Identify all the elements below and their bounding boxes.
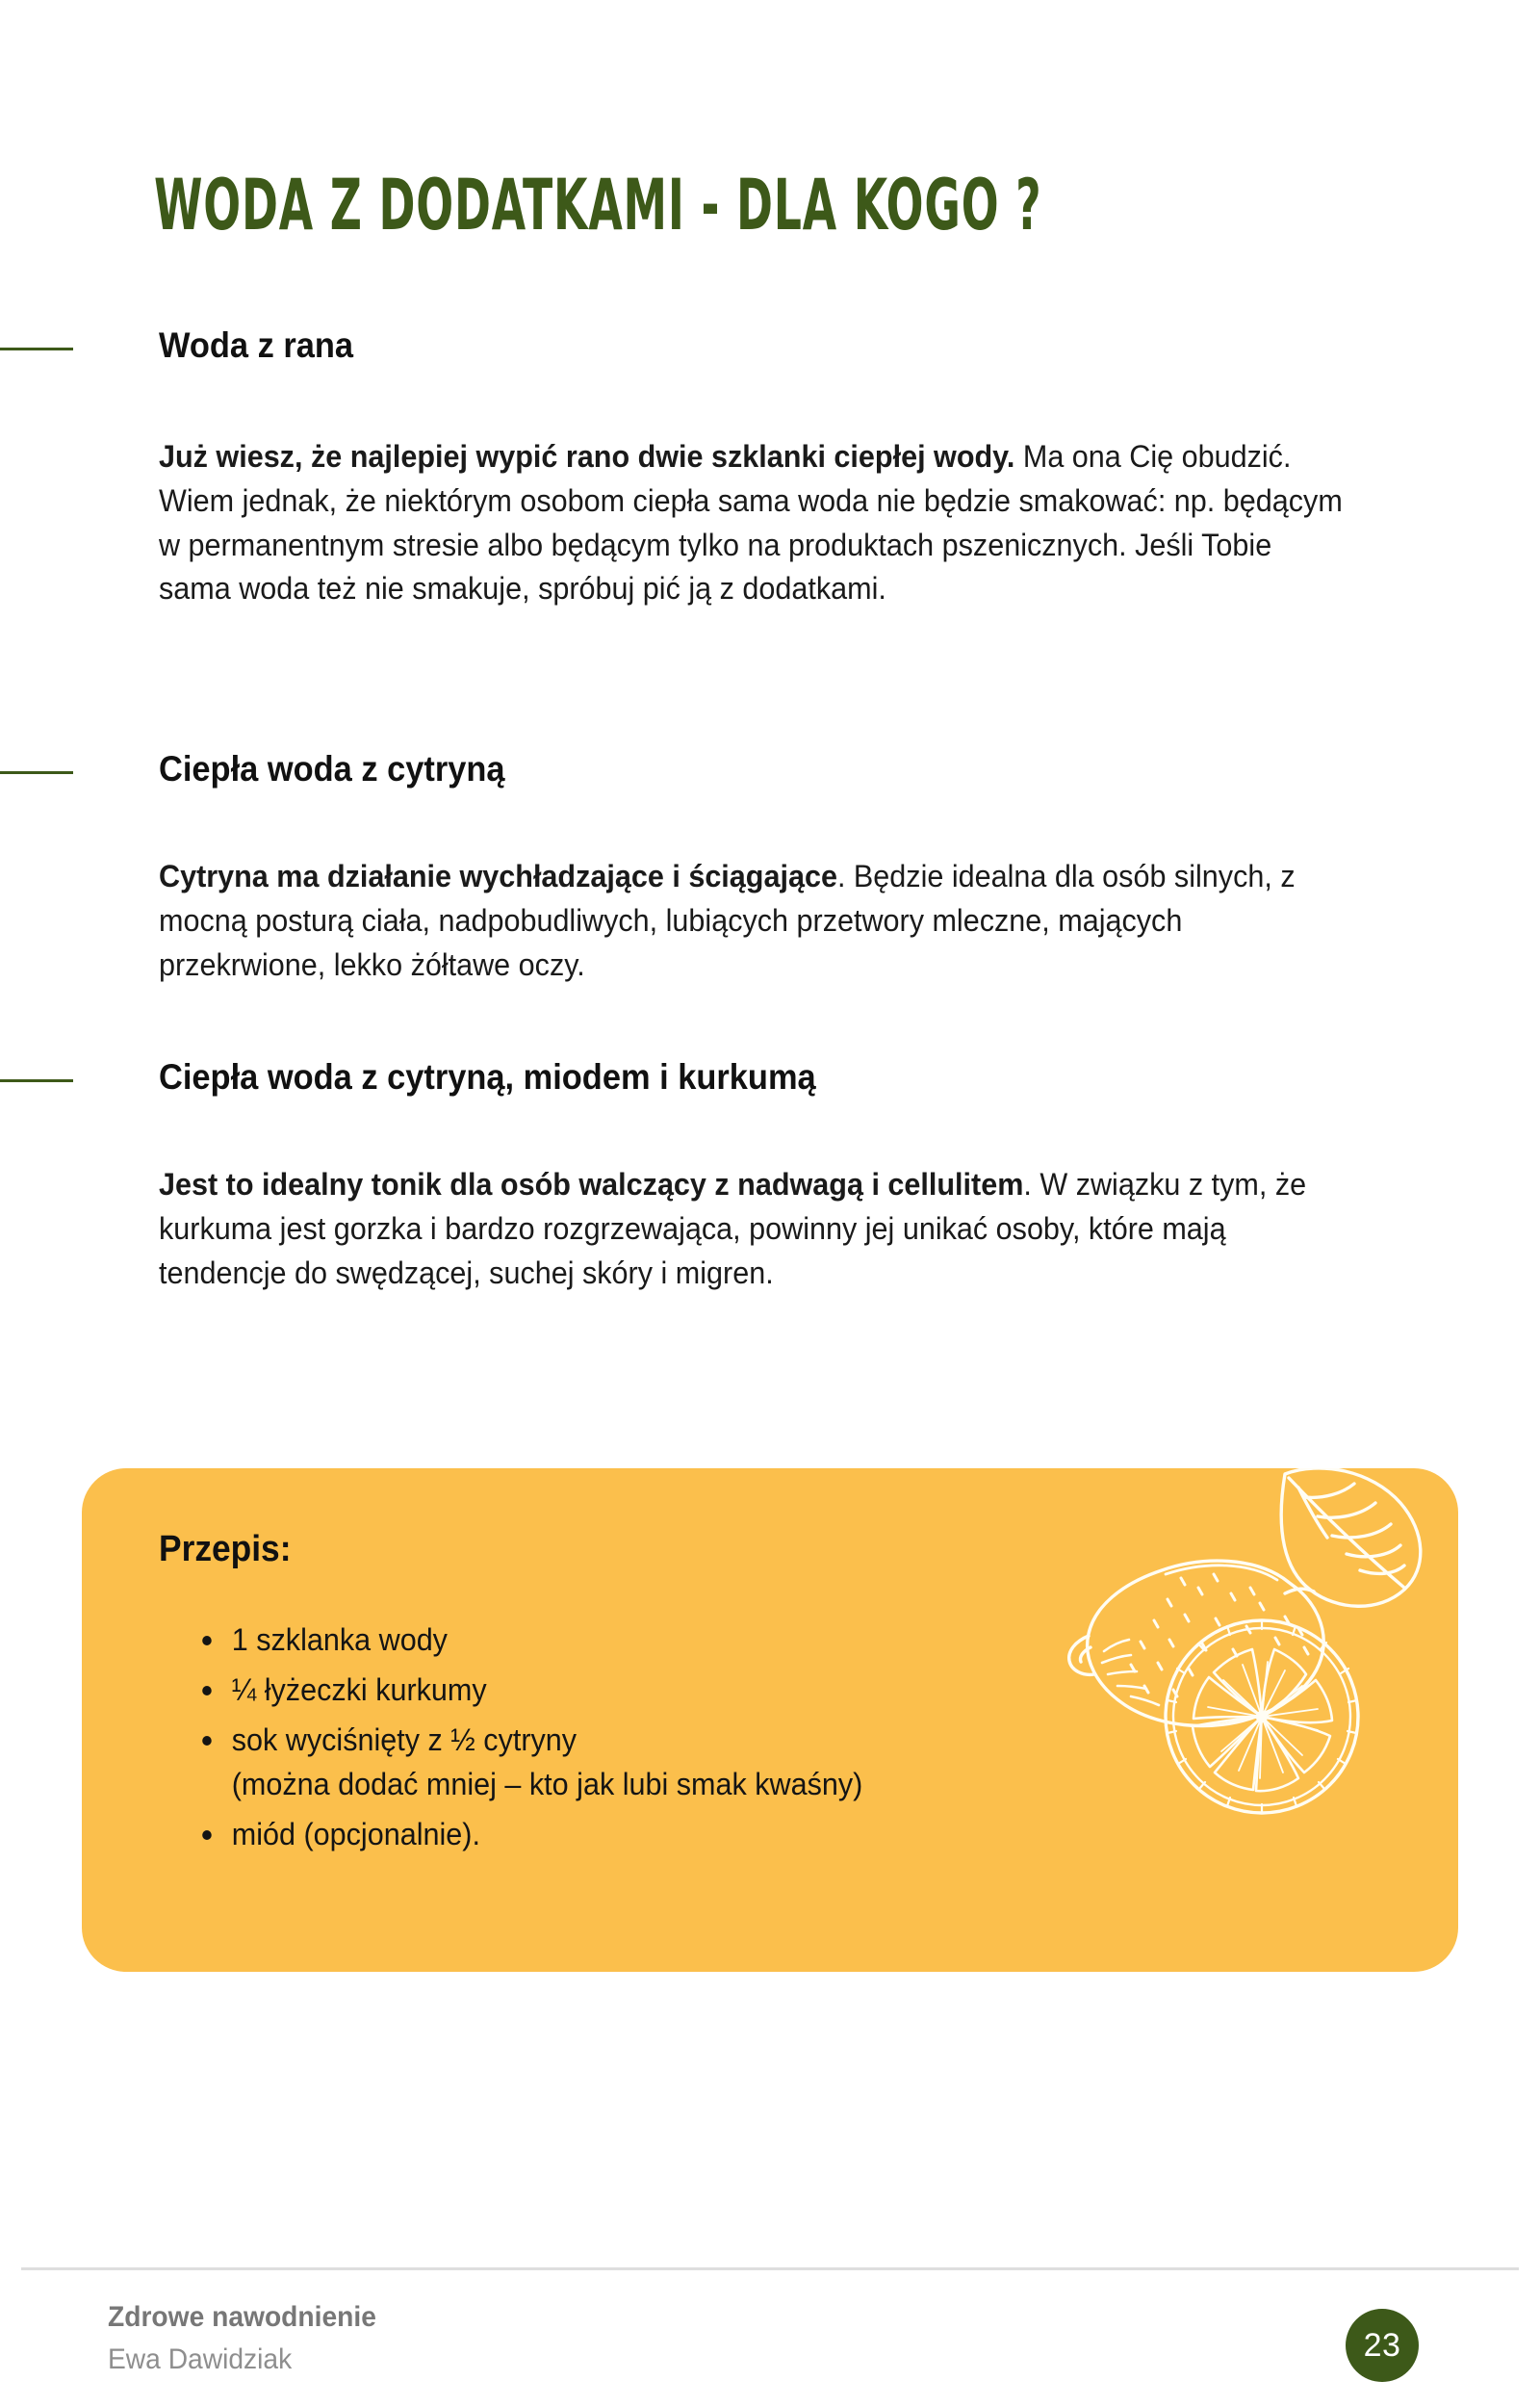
recipe-ingredient-list	[186, 1618, 862, 1862]
section-rule-3	[0, 1079, 73, 1082]
lemon-illustration-icon	[1062, 1468, 1458, 1842]
list-item	[232, 1618, 863, 1662]
section-heading-woda-z-rana: Woda z rana	[159, 325, 354, 365]
footer-author: Ewa Dawidziak	[108, 2343, 293, 2375]
footer-divider	[21, 2267, 1519, 2270]
section-paragraph-woda-z-rana	[159, 435, 1345, 611]
section-paragraph-ciepla-woda-z-cytryna-miodem-kurkuma	[159, 1163, 1345, 1295]
ingredient-note: (można dodać mniej – kto jak lubi smak kwaśny)	[231, 1767, 863, 1802]
ingredient-text: ¼ łyżeczki kurkumy	[231, 1672, 487, 1708]
section-heading-ciepla-woda-z-cytryna: Ciepła woda z cytryną	[159, 749, 505, 789]
ingredient-text: 1 szklanka wody	[231, 1622, 448, 1657]
page-number-badge: 23	[1346, 2309, 1419, 2382]
list-item	[232, 1718, 863, 1806]
paragraph-body: . W związku z tym, że kurkuma jest gorzka i bardzo rozgrzewająca, powinny jej unikać osoby, które mają tendencje do swędzącej, suchej skóry i migren.	[159, 1167, 1307, 1290]
recipe-title: Przepis:	[159, 1529, 292, 1569]
paragraph-lead: Cytryna ma działanie wychładzające i ściągające	[159, 859, 837, 893]
section-rule-1	[0, 348, 73, 350]
paragraph-lead: Jest to idealny tonik dla osób walczący z nadwagą i cellulitem	[159, 1167, 1024, 1202]
section-rule-2	[0, 771, 73, 774]
paragraph-lead: Już wiesz, że najlepiej wypić rano dwie szklanki ciepłej wody.	[159, 439, 1015, 474]
section-heading-ciepla-woda-z-cytryna-miodem-kurkuma: Ciepła woda z cytryną, miodem i kurkumą	[159, 1057, 816, 1097]
section-paragraph-ciepla-woda-z-cytryna	[159, 855, 1345, 987]
list-item	[232, 1812, 863, 1856]
ingredient-text: sok wyciśnięty z ½ cytryny	[231, 1722, 578, 1758]
ingredient-text: miód (opcjonalnie).	[231, 1817, 480, 1852]
list-item	[232, 1668, 863, 1712]
recipe-callout-box	[82, 1468, 1458, 1972]
paragraph-body: . Będzie idealna dla osób silnych, z mocną posturą ciała, nadpobudliwych, lubiących przetwory mleczne, mających przekrwione, lekko żółtawe oczy.	[159, 859, 1296, 982]
paragraph-body: Ma ona Cię obudzić. Wiem jednak, że niektórym osobom ciepła sama woda nie będzie smakować: np. będącym w permanentnym stresie albo będącym tylko na produktach pszenicznych. Jeśli Tobie sama woda też nie smakuje, spróbuj pić ją z dodatkami.	[159, 439, 1343, 607]
page-title: WODA Z DODATKAMI - DLA KOGO ?	[154, 162, 1042, 246]
footer-book-title: Zdrowe nawodnienie	[108, 2301, 376, 2333]
